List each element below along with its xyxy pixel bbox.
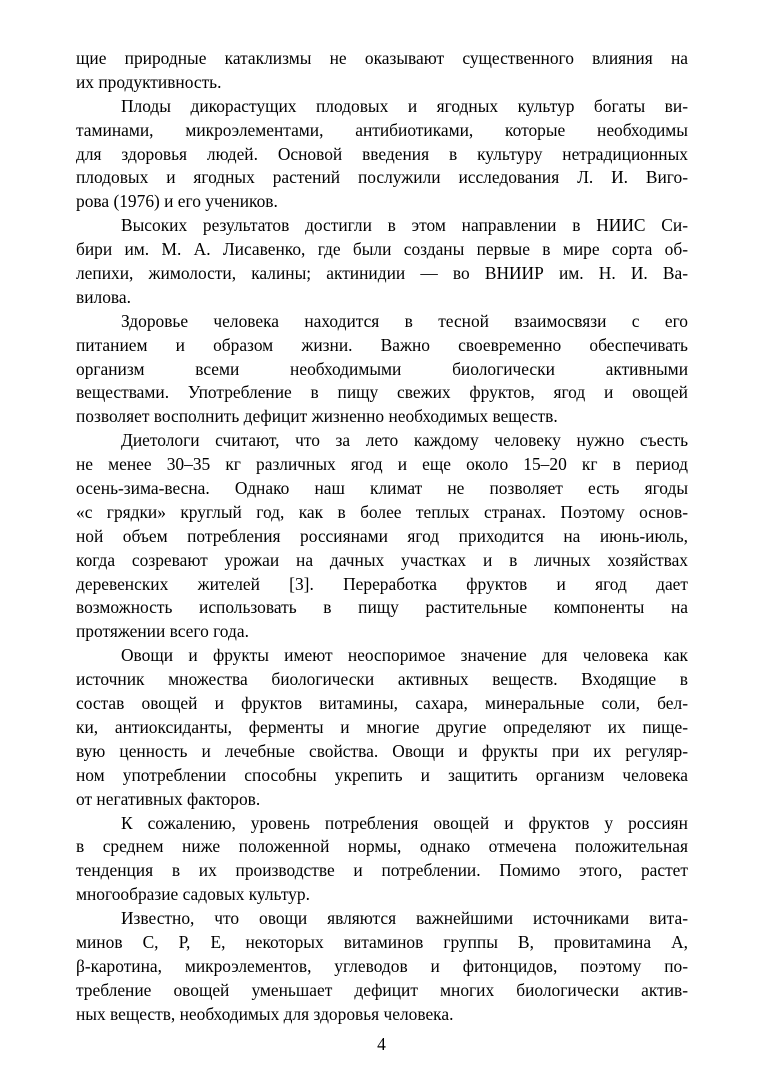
paragraph (76, 47, 688, 95)
paragraph (76, 429, 688, 644)
text-line: когда созревают урожаи на дачных участках и в личных хозяйствах (76, 549, 688, 570)
text-line: источник множества биологически активных веществ. Входящие в (76, 669, 688, 690)
paragraph (76, 95, 688, 214)
text-line: Высоких результатов достигли в этом направлении в НИИС Си- (121, 215, 688, 236)
paragraph (76, 812, 688, 908)
text-line: не менее 30–35 кг различных ягод и еще около 15–20 кг в период (76, 454, 688, 475)
page-body (76, 47, 688, 1027)
text-line: щие природные катаклизмы не оказывают существенного влияния на (76, 48, 688, 68)
text-line: рова (1976) и его учеников. (76, 191, 278, 212)
text-line: требление овощей уменьшает дефицит многих биологически актив- (76, 979, 688, 1000)
text-line: ных веществ, необходимых для здоровья человека. (76, 1003, 454, 1024)
text-line: Плоды дикорастущих плодовых и ягодных культур богаты ви- (121, 95, 688, 116)
text-line: β-каротина, микроэлементов, углеводов и фитонцидов, поэтому по- (76, 955, 688, 976)
text-line: от негативных факторов. (76, 788, 261, 809)
text-line: вую ценность и лечебные свойства. Овощи и фрукты при их регуляр- (76, 740, 688, 761)
text-line: плодовых и ягодных растений послужили исследования Л. И. Виго- (76, 167, 688, 188)
text-line: Здоровье человека находится в тесной взаимосвязи с его (121, 310, 688, 331)
text-line: ки, антиоксиданты, ферменты и многие другие определяют их пище- (76, 716, 688, 737)
text-line: возможность использовать в пищу растительные компоненты на (76, 597, 688, 618)
text-line: для здоровья людей. Основой введения в культуру нетрадиционных (76, 143, 688, 164)
paragraph (76, 214, 688, 310)
text-line: минов С, Р, Е, некоторых витаминов группы В, провитамина А, (76, 931, 688, 952)
page-number: 4 (377, 1034, 386, 1054)
paragraph (76, 310, 688, 429)
paragraph (76, 644, 688, 811)
text-line: питанием и образом жизни. Важно своевременно обеспечивать (76, 334, 688, 355)
text-line: таминами, микроэлементами, антибиотиками, которые необходимы (76, 119, 688, 140)
text-line: Известно, что овощи являются важнейшими источниками вита- (121, 908, 688, 929)
text-line: деревенских жителей [3]. Переработка фруктов и ягод дает (76, 573, 688, 594)
paragraph (76, 907, 688, 1026)
text-line: ном употреблении способны укрепить и защитить организм человека (76, 764, 688, 785)
text-line: позволяет восполнить дефицит жизненно необходимых веществ. (76, 406, 558, 427)
text-line: «с грядки» круглый год, как в более теплых странах. Поэтому основ- (76, 501, 688, 522)
text-line: веществами. Употребление в пищу свежих фруктов, ягод и овощей (76, 382, 688, 403)
text-line: Диетологи считают, что за лето каждому человеку нужно съесть (121, 430, 688, 451)
text-line: тенденция в их производстве и потреблении. Помимо этого, растет (76, 860, 688, 881)
text-line: лепихи, жимолости, калины; актинидии — во ВНИИР им. Н. И. Ва- (76, 263, 688, 284)
text-line: К сожалению, уровень потребления овощей и фруктов у россиян (121, 812, 688, 833)
text-line: состав овощей и фруктов витамины, сахара, минеральные соли, бел- (76, 693, 688, 714)
text-line: в среднем ниже положенной нормы, однако отмечена положительная (76, 836, 688, 857)
text-line: ной объем потребления россиянами ягод приходится на июнь-июль, (76, 525, 688, 546)
text-line: Овощи и фрукты имеют неоспоримое значение для человека как (121, 645, 688, 666)
text-line: их продуктивность. (76, 71, 222, 92)
text-line: бири им. М. А. Лисавенко, где были созданы первые в мире сорта об- (76, 239, 688, 260)
text-line: вилова. (76, 286, 131, 307)
text-line: организм всеми необходимыми биологически активными (76, 358, 688, 379)
text-line: многообразие садовых культур. (76, 884, 310, 905)
text-line: осень-зима-весна. Однако наш климат не позволяет есть ягоды (76, 478, 688, 499)
text-line: протяжении всего года. (76, 621, 249, 642)
